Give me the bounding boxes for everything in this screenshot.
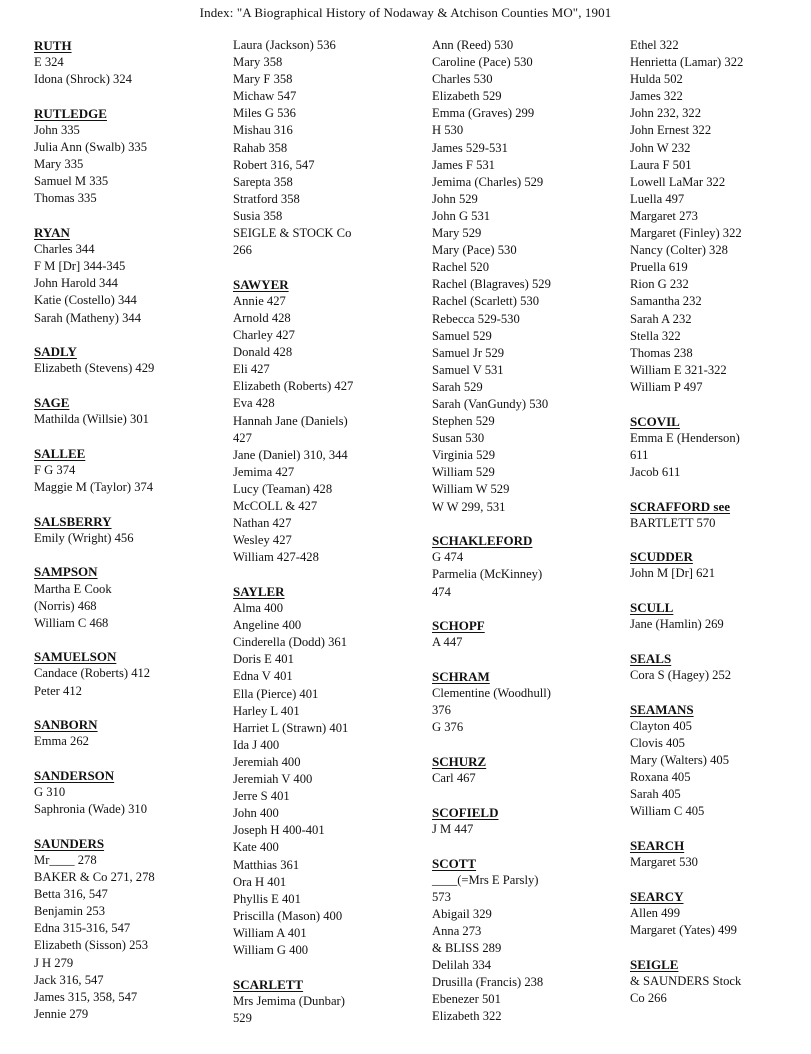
surname-group	[432, 532, 624, 600]
index-entry: Stephen 529	[432, 414, 495, 429]
index-entry: Elizabeth 322	[432, 1009, 502, 1024]
index-entry: Rebecca 529-530	[432, 311, 520, 326]
index-entry: Robert 316, 547	[233, 157, 315, 172]
surname-group	[432, 804, 624, 838]
index-entry: Ebenezer 501	[432, 992, 501, 1007]
index-entry: Mishau 316	[233, 123, 293, 138]
index-entry: Laura (Jackson) 536	[233, 38, 336, 52]
index-column-3	[432, 37, 624, 1042]
index-entry: Margaret 530	[630, 855, 698, 869]
index-entry: Emily (Wright) 456	[34, 530, 134, 545]
index-entry: Matthias 361	[233, 857, 300, 872]
index-entry: Jack 316, 547	[34, 972, 104, 987]
index-entry: Lucy (Teaman) 428	[233, 481, 333, 496]
surname-group	[630, 650, 808, 684]
index-entry: Lowell LaMar 322	[630, 174, 726, 189]
surname-group	[233, 276, 425, 567]
index-entry: Elizabeth (Sisson) 253	[34, 938, 149, 953]
index-entry: BAKER & Co 271, 278	[34, 870, 155, 885]
index-entry: John 400	[233, 806, 279, 821]
index-entry: Ethel 322	[630, 38, 679, 52]
index-entry: Stratford 358	[233, 191, 300, 206]
index-entry: Thomas 335	[34, 191, 97, 206]
index-entry: William G 400	[233, 942, 309, 957]
index-entry: Mr____ 278	[34, 853, 97, 867]
surname-heading: SEARCH	[630, 837, 685, 853]
index-entry: 376	[432, 703, 451, 718]
index-entry: Caroline (Pace) 530	[432, 55, 533, 70]
index-entry: Samuel Jr 529	[432, 345, 505, 360]
index-entry: Mary 529	[432, 226, 482, 241]
index-entry: Peter 412	[34, 683, 82, 698]
index-entry: Sarah (VanGundy) 530	[432, 396, 549, 411]
index-entry: Michaw 547	[233, 89, 297, 104]
surname-group	[34, 445, 226, 496]
index-entry: Clementine (Woodhull)	[432, 686, 551, 701]
index-entry: Sarepta 358	[233, 174, 293, 189]
index-entry: Harriet L (Strawn) 401	[233, 720, 349, 735]
surname-group	[34, 648, 226, 699]
index-entry: Margaret (Finley) 322	[630, 226, 742, 241]
surname-heading: SAYLER	[233, 584, 285, 599]
index-entry: Kate 400	[233, 840, 279, 855]
index-entry: A 447	[432, 635, 463, 650]
index-entry: Cora S (Hagey) 252	[630, 667, 732, 682]
index-entry: Julia Ann (Swalb) 335	[34, 140, 147, 155]
index-entry: John 529	[432, 191, 478, 206]
surname-heading: SAUNDERS	[34, 835, 105, 851]
index-entry: Charley 427	[233, 328, 295, 343]
surname-heading: RUTH	[34, 38, 72, 53]
index-entry: Jemima (Charles) 529	[432, 174, 544, 189]
index-entry: Jacob 611	[630, 464, 681, 479]
index-entry: William C 468	[34, 615, 109, 630]
index-entry: Maggie M (Taylor) 374	[34, 479, 154, 494]
surname-group	[432, 37, 624, 516]
surname-heading: SADLY	[34, 344, 77, 360]
surname-heading: SCARLETT	[233, 976, 304, 992]
index-entry: John W 232	[630, 140, 691, 155]
surname-group	[630, 498, 808, 532]
surname-heading: SAMPSON	[34, 564, 98, 580]
index-entry: 529	[233, 1010, 252, 1025]
surname-group	[630, 837, 808, 871]
index-entry: William 529	[432, 465, 495, 480]
index-entry: Annie 427	[233, 293, 286, 308]
surname-group	[630, 888, 808, 939]
index-column-1	[34, 37, 226, 1040]
index-entry: Clayton 405	[630, 718, 692, 733]
surname-heading: SAMUELSON	[34, 649, 117, 665]
index-entry: Donald 428	[233, 345, 293, 360]
index-entry: 427	[233, 430, 252, 445]
index-entry: J M 447	[432, 821, 474, 836]
index-entry: Henrietta (Lamar) 322	[630, 55, 744, 70]
index-entry: Jemima 427	[233, 464, 295, 479]
surname-heading: SANBORN	[34, 717, 98, 733]
index-entry: Margaret (Yates) 499	[630, 922, 737, 937]
index-entry: Ora H 401	[233, 874, 287, 889]
index-entry: Charles 344	[34, 242, 95, 257]
index-entry: Rachel (Scarlett) 530	[432, 294, 540, 309]
surname-group	[34, 716, 226, 750]
surname-group	[432, 668, 624, 736]
surname-group	[34, 767, 226, 818]
index-entry: (Norris) 468	[34, 598, 97, 613]
index-entry: Samantha 232	[630, 294, 702, 309]
index-entry: Jennie 279	[34, 1006, 89, 1021]
index-entry: Edna V 401	[233, 669, 293, 684]
index-entry: BARTLETT 570	[630, 515, 716, 530]
surname-group	[630, 599, 808, 633]
index-entry: Cinderella (Dodd) 361	[233, 635, 348, 650]
index-entry: Allen 499	[630, 905, 681, 920]
index-entry: Martha E Cook	[34, 581, 112, 596]
index-entry: Mary (Walters) 405	[630, 752, 730, 767]
surname-heading: SCHAKLEFORD	[432, 533, 533, 549]
page-title: Index: "A Biographical History of Nodaway & Atchison Counties MO", 1901	[199, 5, 612, 20]
index-entry: 474	[432, 584, 451, 599]
surname-heading: SCOVIL	[630, 413, 680, 429]
index-entry: John Ernest 322	[630, 123, 712, 138]
surname-group	[34, 394, 226, 428]
index-entry: Anna 273	[432, 923, 482, 938]
index-entry: Edna 315-316, 547	[34, 921, 131, 936]
index-entry: McCOLL & 427	[233, 499, 318, 514]
index-entry: Jane (Hamlin) 269	[630, 617, 724, 632]
index-entry: John 335	[34, 122, 80, 137]
surname-group	[630, 956, 808, 1007]
index-entry: Hulda 502	[630, 72, 683, 87]
surname-heading: SCOFIELD	[432, 804, 499, 820]
index-entry: Harley L 401	[233, 703, 300, 718]
surname-group	[34, 343, 226, 377]
surname-heading: SEIGLE	[630, 956, 679, 972]
index-entry: Ella (Pierce) 401	[233, 686, 319, 701]
index-entry: G 310	[34, 785, 66, 800]
index-entry: 573	[432, 889, 451, 904]
index-entry: Sarah (Matheny) 344	[34, 310, 142, 325]
index-entry: Ann (Reed) 530	[432, 38, 514, 52]
index-entry: Samuel V 531	[432, 362, 504, 377]
surname-group	[34, 105, 226, 208]
index-entry: Rachel (Blagraves) 529	[432, 277, 551, 292]
index-entry: Delilah 334	[432, 958, 492, 973]
index-entry: Sarah 405	[630, 787, 681, 802]
surname-heading: SCULL	[630, 600, 674, 616]
index-entry: Mrs Jemima (Dunbar)	[233, 993, 345, 1008]
index-entry: John G 531	[432, 208, 491, 223]
index-entry: Roxana 405	[630, 770, 691, 785]
surname-group	[630, 413, 808, 481]
index-entry: Emma E (Henderson)	[630, 430, 740, 445]
index-entry: G 376	[432, 720, 464, 735]
index-entry: Charles 530	[432, 72, 493, 87]
index-entry: & SAUNDERS Stock	[630, 973, 742, 988]
index-entry: 611	[630, 447, 649, 462]
surname-group	[630, 37, 808, 396]
index-entry: Joseph H 400-401	[233, 823, 325, 838]
index-entry: Samuel M 335	[34, 174, 109, 189]
index-entry: Mary (Pace) 530	[432, 243, 517, 258]
index-entry: Clovis 405	[630, 735, 685, 750]
index-entry: James F 531	[432, 157, 495, 172]
index-entry: John M [Dr] 621	[630, 566, 716, 581]
surname-heading: SALLEE	[34, 445, 86, 461]
index-entry: Drusilla (Francis) 238	[432, 975, 544, 990]
surname-heading: RYAN	[34, 225, 70, 241]
index-entry: Margaret 273	[630, 208, 698, 223]
index-entry: Saphronia (Wade) 310	[34, 802, 147, 817]
index-entry: Thomas 238	[630, 345, 693, 360]
index-column-4	[630, 37, 808, 1023]
index-entry: Rion G 232	[630, 277, 689, 292]
surname-heading: SEALS	[630, 650, 672, 666]
index-entry: Co 266	[630, 990, 667, 1005]
index-entry: William P 497	[630, 379, 703, 394]
index-entry: J H 279	[34, 955, 74, 970]
index-entry: Phyllis E 401	[233, 891, 301, 906]
index-entry: Benjamin 253	[34, 904, 106, 919]
surname-heading: SAGE	[34, 394, 70, 410]
index-entry: W W 299, 531	[432, 499, 506, 514]
index-entry: William A 401	[233, 925, 307, 940]
index-entry: Angeline 400	[233, 618, 302, 633]
index-entry: Doris E 401	[233, 652, 294, 667]
surname-heading: SEAMANS	[630, 701, 694, 717]
index-entry: Elizabeth (Roberts) 427	[233, 379, 354, 394]
index-entry: Sarah 529	[432, 379, 483, 394]
surname-group	[432, 753, 624, 787]
surname-heading: SANDERSON	[34, 768, 115, 784]
index-entry: William C 405	[630, 804, 705, 819]
surname-group	[34, 37, 226, 88]
index-entry: Elizabeth (Stevens) 429	[34, 361, 155, 376]
index-entry: John 232, 322	[630, 106, 702, 121]
index-entry: Priscilla (Mason) 400	[233, 908, 343, 923]
index-entry: SEIGLE & STOCK Co	[233, 226, 352, 241]
index-entry: Eli 427	[233, 362, 270, 377]
index-entry: G 474	[432, 550, 464, 565]
index-entry: H 530	[432, 123, 464, 138]
index-entry: Carl 467	[432, 771, 476, 786]
index-entry: Miles G 536	[233, 106, 296, 121]
index-entry: Luella 497	[630, 191, 685, 206]
surname-heading: RUTLEDGE	[34, 105, 107, 121]
index-entry: Mary 358	[233, 55, 283, 70]
index-entry: Abigail 329	[432, 906, 492, 921]
index-entry: James 322	[630, 89, 683, 104]
surname-group	[233, 976, 425, 1027]
index-entry: Alma 400	[233, 601, 284, 616]
index-entry: Mary F 358	[233, 72, 293, 87]
surname-heading: SCHOPF	[432, 618, 485, 634]
index-entry: Hannah Jane (Daniels)	[233, 413, 348, 428]
index-entry: Emma (Graves) 299	[432, 106, 535, 121]
index-entry: Susan 530	[432, 431, 485, 446]
surname-group	[34, 563, 226, 631]
index-entry: Samuel 529	[432, 328, 492, 343]
index-entry: Mathilda (Willsie) 301	[34, 412, 149, 427]
surname-group	[34, 835, 226, 1023]
surname-heading: SEARCY	[630, 888, 684, 904]
index-entry: 266	[233, 243, 252, 258]
surname-heading: SCOTT	[432, 855, 477, 871]
index-entry: Nancy (Colter) 328	[630, 243, 728, 258]
index-entry: Rahab 358	[233, 140, 288, 155]
surname-group	[34, 224, 226, 327]
surname-heading: SCUDDER	[630, 549, 693, 565]
index-entry: James 529-531	[432, 140, 508, 155]
index-entry: Jane (Daniel) 310, 344	[233, 447, 348, 462]
index-entry: Jeremiah V 400	[233, 772, 313, 787]
surname-group	[630, 701, 808, 821]
index-entry: Stella 322	[630, 328, 681, 343]
index-entry: Emma 262	[34, 734, 89, 749]
surname-heading: SCHRAM	[432, 668, 490, 684]
index-entry: Virginia 529	[432, 448, 496, 463]
index-entry: Wesley 427	[233, 533, 292, 548]
index-entry: William 427-428	[233, 550, 319, 565]
index-entry: F G 374	[34, 462, 76, 477]
surname-group	[34, 513, 226, 547]
surname-group	[432, 617, 624, 651]
index-entry: Idona (Shrock) 324	[34, 72, 132, 87]
index-entry: Sarah A 232	[630, 311, 692, 326]
index-entry: Susia 358	[233, 208, 283, 223]
index-entry: John Harold 344	[34, 276, 118, 291]
surname-heading: SCRAFFORD see	[630, 498, 731, 514]
index-entry: Betta 316, 547	[34, 887, 108, 902]
index-entry: Parmelia (McKinney)	[432, 567, 543, 582]
index-entry: Laura F 501	[630, 157, 692, 172]
surname-group	[432, 855, 624, 1026]
surname-heading: SCHURZ	[432, 753, 487, 769]
index-entry: F M [Dr] 344-345	[34, 259, 126, 274]
index-entry: Eva 428	[233, 396, 275, 411]
index-entry: James 315, 358, 547	[34, 989, 138, 1004]
index-entry: Jeremiah 400	[233, 754, 301, 769]
surname-group	[630, 548, 808, 582]
index-entry: Pruella 619	[630, 260, 688, 275]
index-entry: E 324	[34, 55, 64, 70]
surname-group	[233, 583, 425, 959]
index-entry: Mary 335	[34, 157, 84, 172]
index-entry: ____(=Mrs E Parsly)	[432, 872, 539, 887]
index-entry: William E 321-322	[630, 362, 727, 377]
index-entry: Elizabeth 529	[432, 89, 502, 104]
index-entry: Jerre S 401	[233, 789, 290, 804]
index-entry: Katie (Costello) 344	[34, 293, 137, 308]
surname-group	[233, 37, 425, 259]
index-entry: Nathan 427	[233, 516, 292, 531]
index-entry: Arnold 428	[233, 311, 291, 325]
index-entry: Candace (Roberts) 412	[34, 666, 151, 681]
index-entry: Ida J 400	[233, 737, 280, 752]
index-entry: Rachel 520	[432, 260, 490, 275]
surname-heading: SALSBERRY	[34, 513, 112, 529]
index-column-2	[233, 37, 425, 1044]
surname-heading: SAWYER	[233, 276, 289, 292]
index-entry: & BLISS 289	[432, 940, 502, 955]
index-entry: William W 529	[432, 482, 510, 497]
